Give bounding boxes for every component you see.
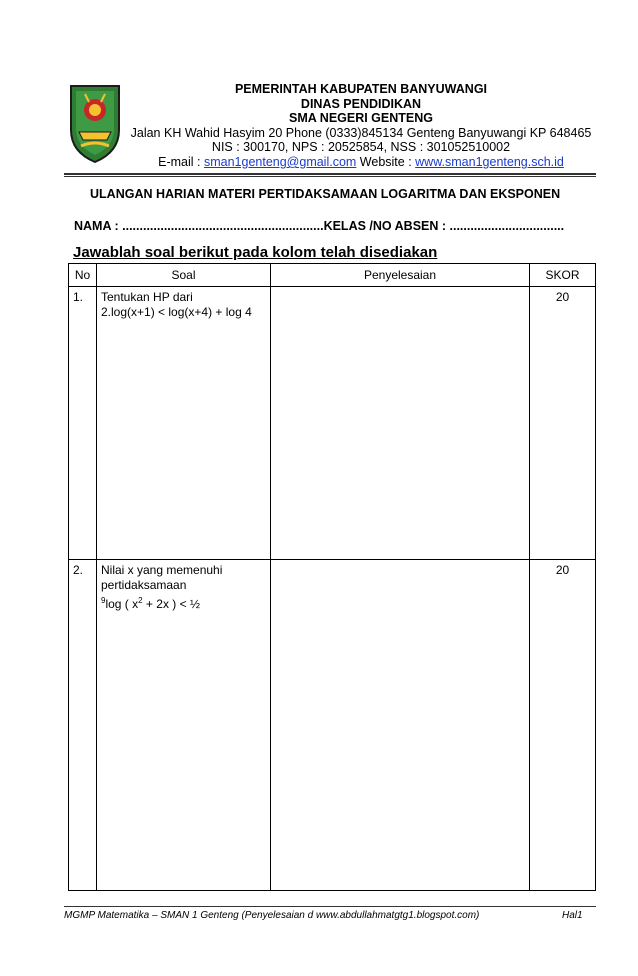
header-government: PEMERINTAH KABUPATEN BANYUWANGI bbox=[234, 82, 488, 96]
answer-cell[interactable] bbox=[271, 287, 530, 560]
answer-table bbox=[68, 263, 596, 891]
email-link[interactable]: sman1genteng@gmail.com bbox=[203, 155, 357, 169]
question-expression: 2.log(x+1) < log(x+4) + log 4 bbox=[101, 305, 252, 319]
header-address: Jalan KH Wahid Hasyim 20 Phone (0333)845134 Genteng Banyuwangi KP 648465 bbox=[130, 126, 592, 140]
header-ids: NIS : 300170, NPS : 20525854, NSS : 301052510002 bbox=[211, 140, 511, 154]
footer-divider bbox=[64, 906, 596, 907]
question-cell bbox=[97, 560, 271, 891]
table-row bbox=[69, 287, 596, 560]
exponent: 2 bbox=[138, 596, 143, 605]
question-text: Tentukan HP dari bbox=[101, 290, 193, 304]
header-contact bbox=[42, 155, 638, 170]
score-cell: 20 bbox=[530, 560, 596, 891]
header-penyelesaian: Penyelesaian bbox=[271, 264, 530, 287]
header-divider bbox=[64, 173, 596, 175]
page-number: Hal1 bbox=[562, 910, 583, 921]
instruction: Jawablah soal berikut pada kolom telah disediakan bbox=[73, 244, 438, 261]
website-link[interactable]: www.sman1genteng.sch.id bbox=[415, 155, 564, 169]
website-label: Website : bbox=[356, 155, 416, 169]
table-row bbox=[69, 560, 596, 891]
student-name-line: NAMA : ..........................................................KELAS /NO ABSEN : ................................. bbox=[74, 219, 565, 233]
exam-title: ULANGAN HARIAN MATERI PERTIDAKSAMAAN LOGARITMA DAN EKSPONEN bbox=[90, 187, 561, 201]
question-number: 2. bbox=[69, 560, 97, 891]
log-base: 9 bbox=[101, 596, 106, 605]
table-header-row bbox=[69, 264, 596, 287]
header-no: No bbox=[69, 264, 97, 287]
header-divider-thin bbox=[64, 176, 596, 177]
header-skor: SKOR bbox=[530, 264, 596, 287]
question-text-2: pertidaksamaan bbox=[101, 578, 187, 592]
score-cell: 20 bbox=[530, 287, 596, 560]
footer-credit: MGMP Matematika – SMAN 1 Genteng (Penyelesaian d www.abdullahmatgtg1.blogspot.com) bbox=[64, 910, 480, 921]
header-school: SMA NEGERI GENTENG bbox=[289, 111, 433, 125]
question-cell bbox=[97, 287, 271, 560]
header-soal: Soal bbox=[97, 264, 271, 287]
question-expression: $^9$log ( $x^2 + 2x$ ) < ½ bbox=[101, 596, 200, 611]
answer-cell[interactable] bbox=[271, 560, 530, 891]
email-label: E-mail : bbox=[158, 155, 204, 169]
header-department: DINAS PENDIDIKAN bbox=[300, 97, 422, 111]
question-number: 1. bbox=[69, 287, 97, 560]
question-text: Nilai x yang memenuhi bbox=[101, 563, 223, 577]
